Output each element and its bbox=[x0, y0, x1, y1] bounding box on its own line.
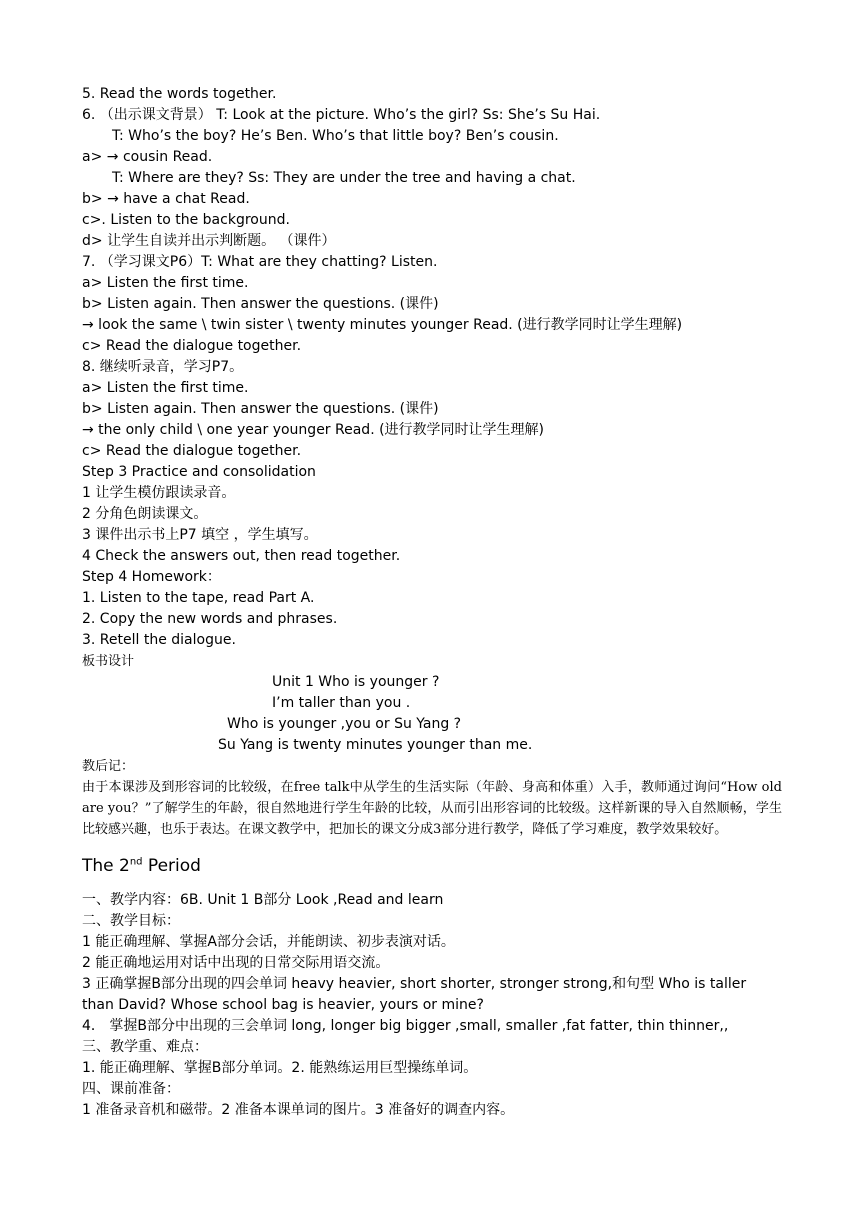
step-line: c> Read the dialogue together. bbox=[82, 443, 302, 459]
period-title-sup: nd bbox=[129, 856, 143, 868]
dialogue-line: T: Where are they? Ss: They are under the tree and having a chat. bbox=[112, 170, 576, 186]
prep-text: 1 准备录音机和磁带。2 准备本课单词的图片。3 准备好的调查内容。 bbox=[82, 1102, 515, 1118]
practice-item: 2 分角色朗读课文。 bbox=[82, 506, 208, 522]
practice-item: 1 让学生模仿跟读录音。 bbox=[82, 485, 236, 501]
prep-label: 四、课前准备： bbox=[82, 1081, 180, 1097]
board-design-label: 板书设计 bbox=[82, 654, 135, 669]
key-points-text: 1. 能正确理解、掌握B部分单词。2. 能熟练运用巨型操练单词。 bbox=[82, 1060, 478, 1076]
dialogue-line: T: Who’s the boy? He’s Ben. Who’s that little boy? Ben’s cousin. bbox=[112, 128, 559, 144]
homework-item: 3. Retell the dialogue. bbox=[82, 632, 236, 648]
period-title-prefix: The 2 bbox=[82, 856, 130, 876]
step-line: c>. Listen to the background. bbox=[82, 212, 290, 228]
step-line: 8. 继续听录音，学习P7。 bbox=[82, 359, 244, 375]
step-line: → the only child \ one year younger Read. (进行教学同时让学生理解) bbox=[82, 422, 545, 438]
step-line: d> 让学生自读并出示判断题。 （课件） bbox=[82, 233, 336, 249]
step-heading: Step 4 Homework： bbox=[82, 569, 221, 585]
period-heading bbox=[82, 850, 782, 882]
step-line: 6. （出示课文背景） T: Look at the picture. Who’s the girl? Ss: She’s Su Hai. bbox=[82, 107, 601, 123]
step-line: c> Read the dialogue together. bbox=[82, 338, 302, 354]
step-line: b> Listen again. Then answer the questions. (课件) bbox=[82, 401, 439, 417]
content-label: 一、教学内容：6B. Unit 1 B部分 Look ,Read and learn bbox=[82, 892, 444, 908]
step-line: a> Listen the first time. bbox=[82, 380, 249, 396]
objective-item: 4． 掌握B部分中出现的三会单词 long, longer big bigger ,small, smaller ,fat fatter, thin thinner,, bbox=[82, 1018, 729, 1034]
objective-item: 2 能正确地运用对话中出现的日常交际用语交流。 bbox=[82, 955, 390, 971]
step-line: b> → have a chat Read. bbox=[82, 191, 250, 207]
objective-item: 1 能正确理解、掌握A部分会话，并能朗读、初步表演对话。 bbox=[82, 934, 455, 950]
key-points-label: 三、教学重、难点： bbox=[82, 1039, 208, 1055]
step-line: 5. Read the words together. bbox=[82, 86, 277, 102]
reflection-text: 由于本课涉及到形容词的比较级，在free talk中从学生的生活实际（年龄、身高和体重）入手，教师通过询问“How old are you？”了解学生的年龄，很自然地进行学生年龄的比较，从而引出形容词的比较级。这样新课的导入自然顺畅，学生比较感兴趣，也乐于表达。在课文教学中，把加长的课文分成3部分进行教学，降低了学习难度，教学效果较好。 bbox=[82, 780, 782, 837]
document-page bbox=[82, 84, 782, 1121]
step-line: 7. （学习课文P6）T: What are they chatting? Listen. bbox=[82, 254, 438, 270]
board-line: Unit 1 Who is younger ? bbox=[272, 674, 440, 690]
step-line: a> Listen the first time. bbox=[82, 275, 249, 291]
step-heading: Step 3 Practice and consolidation bbox=[82, 464, 316, 480]
practice-item: 4 Check the answers out, then read together. bbox=[82, 548, 401, 564]
objective-item: 3 正确掌握B部分出现的四会单词 heavy heavier, short shorter, stronger strong,和句型 Who is taller than David? Whose school bag is heavier, yours or mine? bbox=[82, 976, 747, 1013]
step-line: a> → cousin Read. bbox=[82, 149, 213, 165]
board-line: Su Yang is twenty minutes younger than me. bbox=[218, 737, 533, 753]
step-line: → look the same \ twin sister \ twenty minutes younger Read. (进行教学同时让学生理解) bbox=[82, 317, 683, 333]
practice-item: 3 课件出示书上P7 填空 ，学生填写。 bbox=[82, 527, 318, 543]
step-line: b> Listen again. Then answer the questions. (课件) bbox=[82, 296, 439, 312]
homework-item: 1. Listen to the tape, read Part A. bbox=[82, 590, 315, 606]
homework-item: 2. Copy the new words and phrases. bbox=[82, 611, 338, 627]
board-line: Who is younger ,you or Su Yang ? bbox=[227, 716, 462, 732]
board-line: I’m taller than you . bbox=[272, 695, 411, 711]
objectives-label: 二、教学目标： bbox=[82, 913, 180, 929]
reflection-label: 教后记： bbox=[82, 759, 135, 774]
period-title-suffix: Period bbox=[142, 856, 201, 876]
